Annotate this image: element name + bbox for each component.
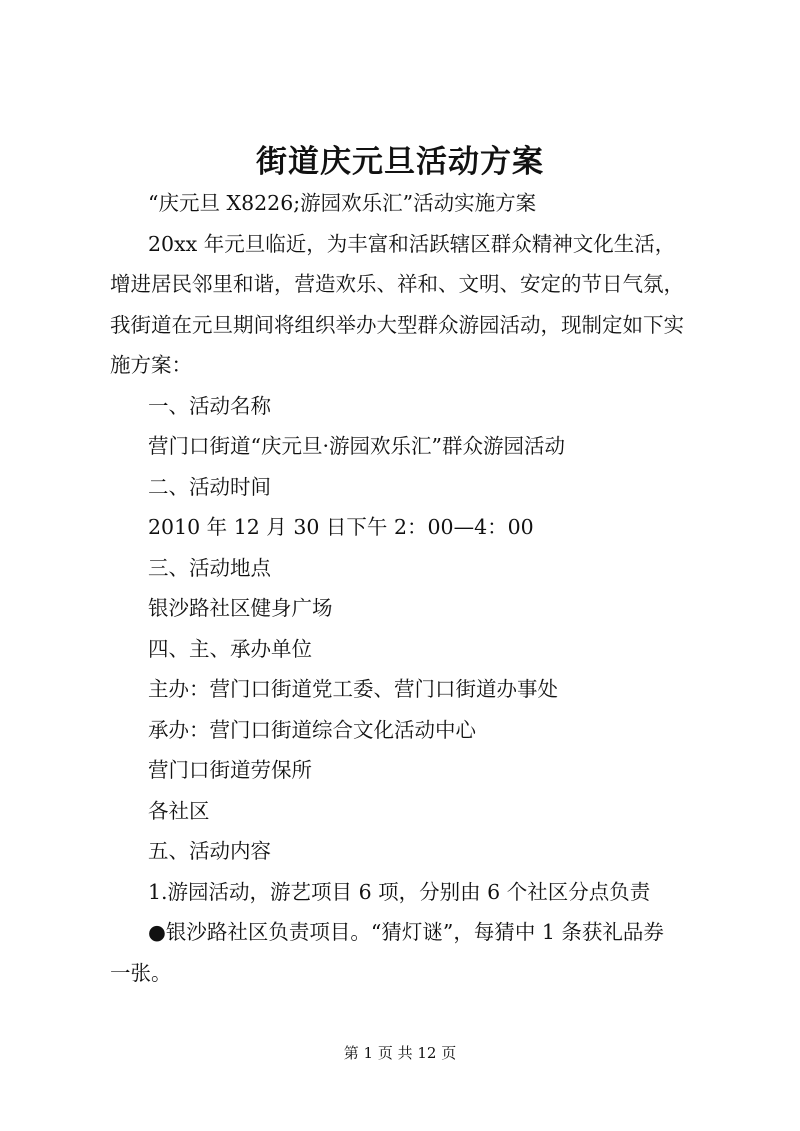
section-heading-location: 三、活动地点 xyxy=(148,555,271,580)
organizer-labor-office: 营门口街道劳保所 xyxy=(148,758,312,782)
intro-line-4: 施方案： xyxy=(110,353,192,377)
bullet-line-1: ●银沙路社区负责项目。“猜灯谜”，每猜中 1 条获礼品券 xyxy=(148,920,664,944)
document-subtitle: “庆元旦 X8226;游园欢乐汇”活动实施方案 xyxy=(148,191,537,215)
intro-line-3: 我街道在元旦期间将组织举办大型群众游园活动，现制定如下实 xyxy=(110,312,684,337)
section-heading-time: 二、活动时间 xyxy=(148,474,271,499)
intro-line-1: 20xx 年元旦临近，为丰富和活跃辖区群众精神文化生活， xyxy=(148,231,676,256)
document-title: 街道庆元旦活动方案 xyxy=(256,144,544,180)
activity-name: 营门口街道“庆元旦·游园欢乐汇”群众游园活动 xyxy=(148,434,565,458)
organizer-communities: 各社区 xyxy=(148,798,210,823)
section-heading-organizers: 四、主、承办单位 xyxy=(148,636,312,661)
section-heading-content: 五、活动内容 xyxy=(148,839,271,863)
organizer-host: 主办：营门口街道党工委、营门口街道办事处 xyxy=(148,677,558,701)
bullet-line-2: 一张。 xyxy=(110,960,172,985)
organizer-co-host: 承办：营门口街道综合文化活动中心 xyxy=(148,717,476,742)
document-body xyxy=(110,183,710,993)
intro-line-2: 增进居民邻里和谐，营造欢乐、祥和、文明、安定的节日气氛， xyxy=(110,272,684,296)
page-footer: 第 1 页 共 12 页 xyxy=(343,1044,457,1062)
content-item-1: 1.游园活动，游艺项目 6 项，分别由 6 个社区分点负责 xyxy=(148,879,651,904)
activity-location: 银沙路社区健身广场 xyxy=(148,596,333,620)
section-heading-name: 一、活动名称 xyxy=(148,393,271,418)
activity-time: 2010 年 12 月 30 日下午 2：00—4：00 xyxy=(148,515,534,539)
